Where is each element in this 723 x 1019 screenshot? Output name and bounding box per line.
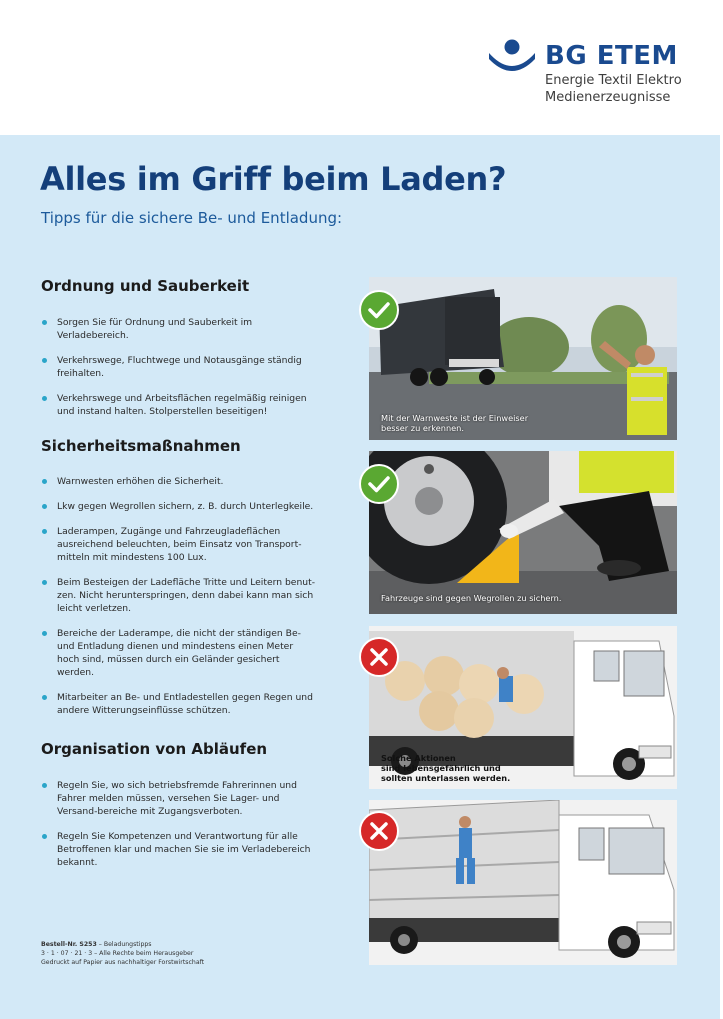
footer-paper-note: Gedruckt auf Papier aus nachhaltiger Forstwirtschaft	[41, 959, 205, 966]
logo-subtitle-line2: Medienerzeugnisse	[545, 90, 671, 105]
list-item-text: Regeln Sie Kompetenzen und Verantwortung für alle Betroffenen klar und machen Sie sie im Verladebereich bekannt.	[57, 831, 311, 868]
footer	[41, 940, 204, 967]
list-item-text: Lkw gegen Wegrollen sichern, z. B. durch Unterlegkeile.	[57, 501, 314, 512]
photo-ladung-klettern	[369, 626, 677, 789]
caption-line: besser zu erkennen.	[381, 423, 464, 433]
bullet-dot-icon	[42, 358, 47, 363]
list-item	[41, 525, 316, 564]
logo-subtitle-line1: Energie Textil Elektro	[545, 73, 682, 88]
list-item	[41, 627, 316, 679]
caption-line: Fahrzeuge sind gegen Wegrollen zu sichern.	[381, 593, 562, 603]
bullet-dot-icon	[42, 783, 47, 788]
bg-etem-logo-icon	[487, 39, 537, 73]
bullet-dot-icon	[42, 396, 47, 401]
bullet-dot-icon	[42, 580, 47, 585]
bullet-dot-icon	[42, 529, 47, 534]
bullet-dot-icon	[42, 320, 47, 325]
caption-line: Solche Aktionen	[381, 753, 456, 763]
cross-icon	[361, 813, 397, 849]
caption-line: sind lebensgefährlich und	[381, 763, 501, 773]
check-icon	[361, 292, 397, 328]
page-subtitle: Tipps für die sichere Be- und Entladung:	[41, 209, 343, 227]
logo-title: BG ETEM	[545, 41, 678, 71]
bg-etem-logo	[487, 37, 687, 112]
list-item-text: Bereiche der Laderampe, die nicht der ständigen Be- und Entladung dienen und mindestens einen Meter hoch sind, müssen durch ein Geländer gesichert werden.	[57, 628, 301, 678]
page-title: Alles im Griff beim Laden?	[40, 160, 507, 198]
list-item	[41, 830, 316, 869]
list-item	[41, 354, 316, 380]
header	[0, 0, 723, 135]
list-item-text: Sorgen Sie für Ordnung und Sauberkeit im Verladebereich.	[57, 317, 253, 341]
list-item-text: Verkehrswege, Fluchtwege und Notausgänge ständig freihalten.	[57, 355, 302, 379]
photo-caption	[381, 593, 561, 603]
bullet-dot-icon	[42, 631, 47, 636]
photo-caption	[381, 753, 510, 783]
list-item	[41, 779, 316, 818]
caption-line: Mit der Warnweste ist der Einweiser	[381, 413, 529, 423]
no-badge	[359, 811, 399, 851]
cross-icon	[361, 639, 397, 675]
bordwand-klettern-illustration	[369, 800, 677, 965]
photo-bordwand-klettern	[369, 800, 677, 965]
section-list-ordnung	[41, 316, 316, 430]
list-item-text: Beim Besteigen der Ladefläche Tritte und Leitern benut-zen. Nicht herunterspringen, denn dabei kann man sich leicht verletzen.	[57, 577, 316, 614]
check-icon	[361, 466, 397, 502]
list-item	[41, 392, 316, 418]
list-item	[41, 691, 316, 717]
section-list-sicherheit	[41, 475, 316, 729]
list-item	[41, 500, 316, 513]
no-badge	[359, 637, 399, 677]
photo-caption	[381, 413, 528, 433]
footer-rights: 3 · 1 · 07 · 21 · 3 – Alle Rechte beim Herausgeber	[41, 950, 194, 957]
list-item-text: Regeln Sie, wo sich betriebsfremde Fahrerinnen und Fahrer melden müssen, versehen Sie Lager- und Versand-bereiche mit Zugangsverboten.	[57, 780, 297, 817]
photo-unterlegkeil	[369, 451, 677, 614]
section-heading-organisation: Organisation von Abläufen	[41, 740, 268, 758]
bullet-dot-icon	[42, 695, 47, 700]
list-item	[41, 576, 316, 615]
footer-order-line	[41, 940, 204, 949]
section-list-organisation	[41, 779, 316, 881]
bullet-dot-icon	[42, 834, 47, 839]
ok-badge	[359, 290, 399, 330]
unterlegkeil-illustration	[369, 451, 677, 614]
section-heading-ordnung: Ordnung und Sauberkeit	[41, 277, 250, 295]
photo-warnweste	[369, 277, 677, 440]
caption-line: sollten unterlassen werden.	[381, 773, 511, 783]
list-item	[41, 316, 316, 342]
list-item-text: Verkehrswege und Arbeitsflächen regelmäßig reinigen und instand halten. Stolperstellen beseitigen!	[57, 393, 307, 417]
section-heading-sicherheit: Sicherheitsmaßnahmen	[41, 437, 241, 455]
footer-order-number: Bestell-Nr. S253	[41, 941, 97, 948]
list-item	[41, 475, 316, 488]
ok-badge	[359, 464, 399, 504]
list-item-text: Laderampen, Zugänge und Fahrzeugladeflächen ausreichend beleuchten, beim Einsatz von Transport-mitteln mit mindestens 100 Lux.	[57, 526, 302, 563]
list-item-text: Warnwesten erhöhen die Sicherheit.	[57, 476, 224, 487]
list-item-text: Mitarbeiter an Be- und Entladestellen gegen Regen und andere Witterungseinflüsse schützen.	[57, 692, 313, 716]
bullet-dot-icon	[42, 479, 47, 484]
footer-order-title: – Beladungstipps	[96, 941, 152, 948]
bullet-dot-icon	[42, 504, 47, 509]
